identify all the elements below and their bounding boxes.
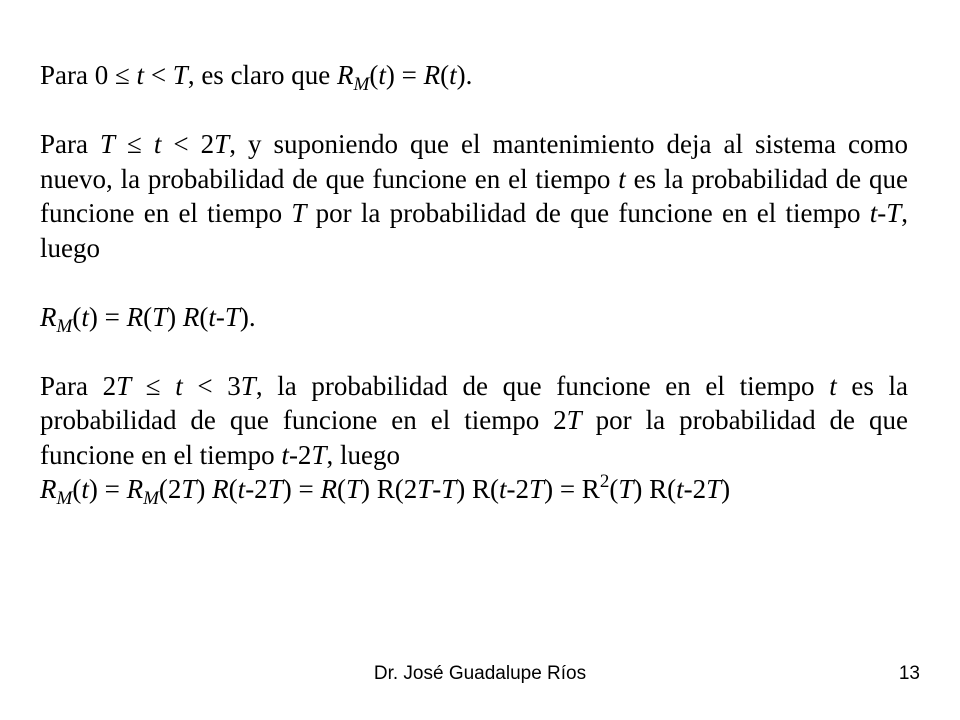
paragraph-third-interval: Para 2T ≤ t < 3T, la probabilidad de que funcione en el tiempo t es la probabilidad de que funcione en el tiempo 2T por la probabilidad de que funcione en el tiempo t-2T, luego xyxy=(40,370,908,470)
paragraph-gap xyxy=(40,93,908,128)
equation-second-interval: $R_M(t) = R(T)$ R(t-T). xyxy=(40,301,256,337)
paragraph-second-interval: Para T ≤ t < 2T, y suponiendo que el mantenimiento deja al sistema como nuevo, la probabilidad de que funcione en el tiempo t es la probabilidad de que funcione en el tiempo T por la probabilidad de que funcione en el tiempo t-T, luego xyxy=(40,129,908,263)
page-number: 13 xyxy=(898,663,920,684)
equation-third-interval: $R_M(t) = R_M(2T) R(t-2T) = R(T)$ R(2T-T) $R(t-2T) = R^2(T)$ R(t-2T) xyxy=(40,471,731,509)
footer-author: Dr. José Guadalupe Ríos xyxy=(373,663,587,684)
paragraph-gap xyxy=(40,265,908,300)
paragraph-gap xyxy=(40,334,908,369)
slide-body xyxy=(40,58,908,507)
paragraph-base-case: Para 0 ≤ t < T, es claro que $R_M(t) = R(t)$. xyxy=(40,60,473,95)
